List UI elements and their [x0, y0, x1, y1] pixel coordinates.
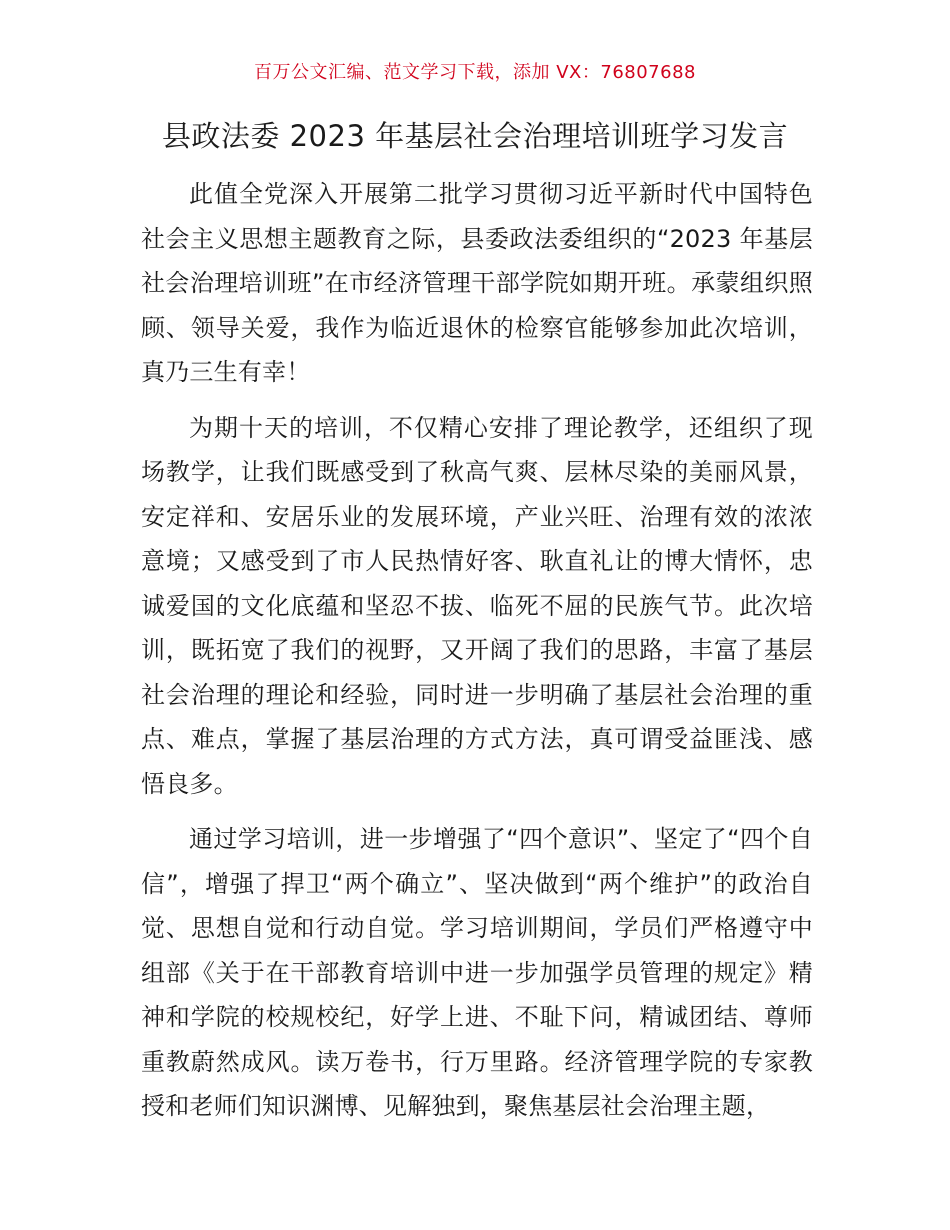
document-title: 县政法委 2023 年基层社会治理培训班学习发言: [161, 119, 789, 153]
header-note: 百万公文汇编、范文学习下载，添加 VX：76807688: [254, 62, 696, 83]
paragraph-3: 通过学习培训，进一步增强了“四个意识”、坚定了“四个自信”，增强了捍卫“两个确立”、坚决做到“两个维护”的政治自觉、思想自觉和行动自觉。学习培训期间，学员们严格遵守中组部《关于在干部教育培训中进一步加强学员管理的规定》精神和学院的校规校纪，好学上进、不耻下问，精诚团结、尊师重教蔚然成风。读万卷书，行万里路。经济管理学院的专家教授和老师们知识渊博、见解独到，聚焦基层社会治理主题，: [141, 825, 813, 1120]
document-body: [141, 172, 813, 1140]
paragraph-1: 此值全党深入开展第二批学习贯彻习近平新时代中国特色社会主义思想主题教育之际，县委政法委组织的“2023 年基层社会治理培训班”在市经济管理干部学院如期开班。承蒙组织照顾、领导关爱，我作为临近退休的检察官能够参加此次培训，真乃三生有幸！: [141, 180, 813, 386]
paragraph-2: 为期十天的培训，不仅精心安排了理论教学，还组织了现场教学，让我们既感受到了秋高气爽、层林尽染的美丽风景，安定祥和、安居乐业的发展环境，产业兴旺、治理有效的浓浓意境；又感受到了市人民热情好客、耿直礼让的博大情怀，忠诚爱国的文化底蕴和坚忍不拔、临死不屈的民族气节。此次培训，既拓宽了我们的视野，又开阔了我们的思路，丰富了基层社会治理的理论和经验，同时进一步明确了基层社会治理的重点、难点，掌握了基层治理的方式方法，真可谓受益匪浅、感悟良多。: [141, 413, 813, 798]
